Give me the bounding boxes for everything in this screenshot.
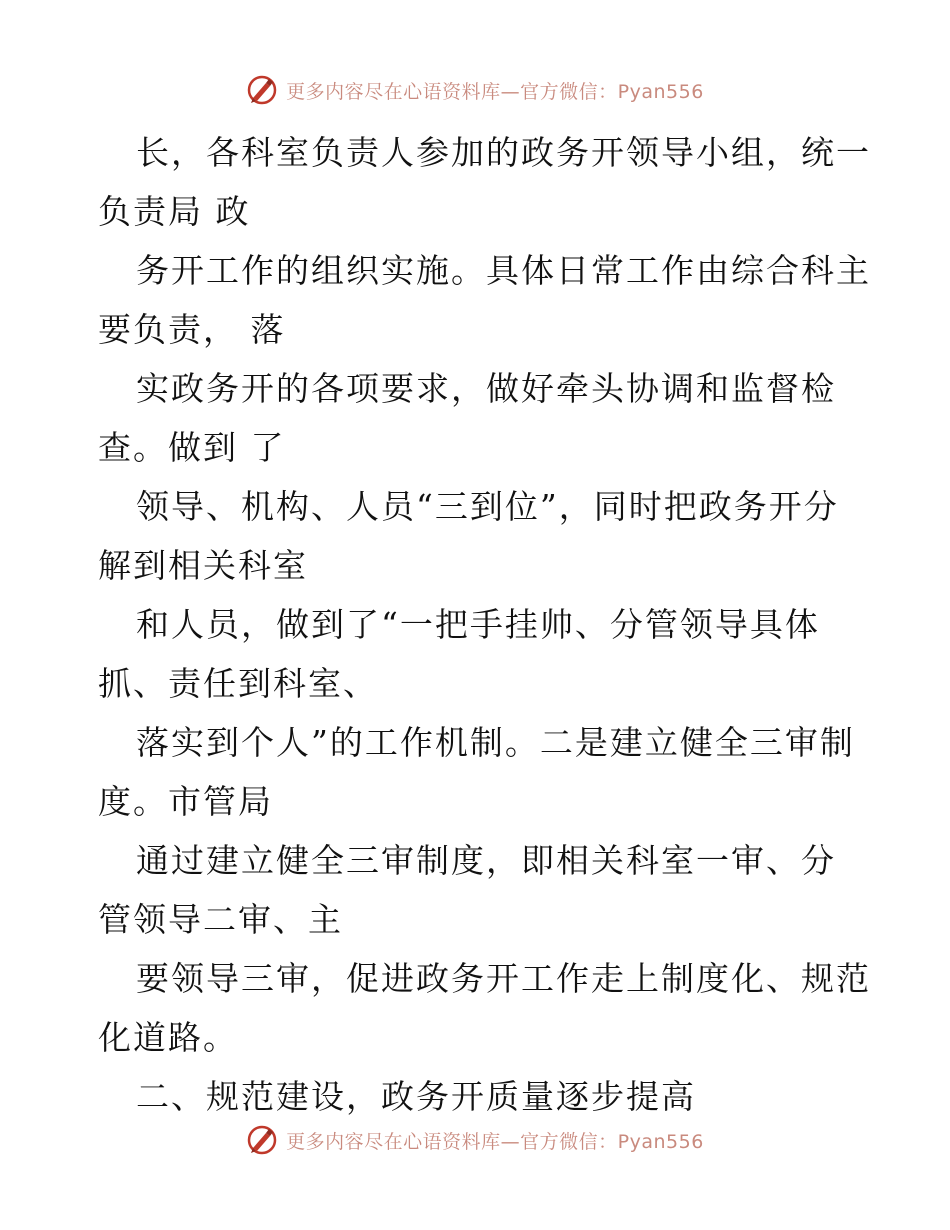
body-line: 要领导三审，促进政务开工作走上制度化、规范 xyxy=(136,959,871,998)
body-line: 落实到个人”的工作机制。二是建立健全三审制 xyxy=(136,723,855,762)
header-watermark xyxy=(0,70,950,110)
body-line: 通过建立健全三审制度，即相关科室一审、分 xyxy=(136,841,836,880)
pen-logo-icon xyxy=(246,74,278,106)
body-line: 实政务开的各项要求，做好牵头协调和监督检 xyxy=(136,369,836,408)
body-line: 务开工作的组织实施。具体日常工作由综合科主 xyxy=(136,251,871,290)
body-line: 抓、责任到科室、 xyxy=(98,664,378,703)
pen-logo-icon xyxy=(246,1124,278,1156)
body-line: 化道路。 xyxy=(98,1018,238,1057)
section-heading: 二、规范建设，政务开质量逐步提高 xyxy=(136,1077,696,1116)
body-line: 长，各科室负责人参加的政务开领导小组，统一 xyxy=(136,133,871,172)
body-line: 和人员，做到了“一把手挂帅、分管领导具体 xyxy=(136,605,820,644)
footer-watermark xyxy=(0,1120,950,1160)
body-line: 解到相关科室 xyxy=(98,546,308,585)
body-line: 负责局 政 xyxy=(98,192,251,231)
watermark-text: 更多内容尽在心语资料库—官方微信：Pyan556 xyxy=(286,1130,704,1153)
body-line: 领导、机构、人员“三到位”，同时把政务开分 xyxy=(136,487,839,526)
body-line: 度。市管局 xyxy=(98,782,273,821)
watermark-text: 更多内容尽在心语资料库—官方微信：Pyan556 xyxy=(286,80,704,103)
body-line: 管领导二审、主 xyxy=(98,900,343,939)
document-body xyxy=(98,123,871,1126)
body-line: 查。做到 了 xyxy=(98,428,286,467)
body-line: 要负责， 落 xyxy=(98,310,286,349)
